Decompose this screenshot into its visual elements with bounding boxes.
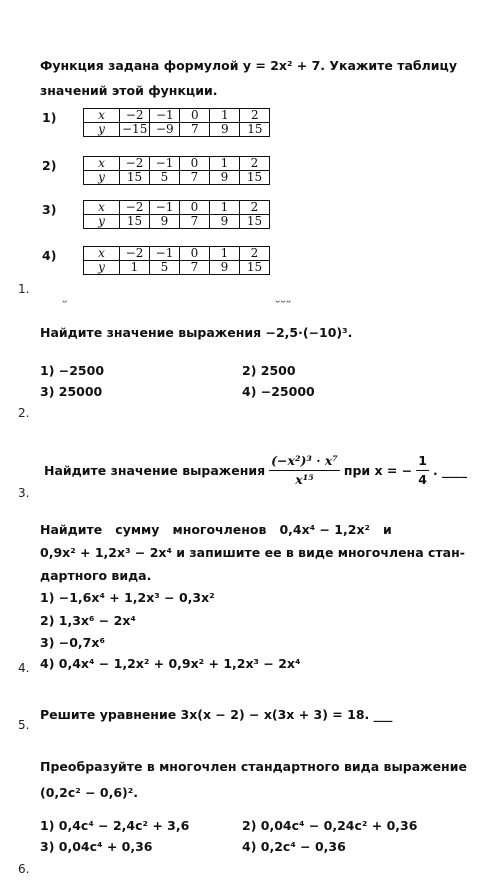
table-cell: 1 <box>210 109 240 123</box>
table-row <box>84 215 270 229</box>
table-header-cell: x <box>84 157 120 171</box>
task1-option-label: 4) <box>42 248 57 263</box>
task4-line1: Найдите сумму многочленов 0,4x⁴ − 1,2x² и <box>40 522 392 537</box>
cut-fragment-right: ᵕᵕᵕ <box>275 296 292 309</box>
table-cell: 2 <box>240 157 270 171</box>
table-row <box>84 201 270 215</box>
table-header-cell: x <box>84 201 120 215</box>
table-header-cell: y <box>84 171 120 185</box>
table-cell: 15 <box>240 171 270 185</box>
task4-line2: 0,9x² + 1,2x³ − 2x⁴ и запишите ее в виде многочлена стан- <box>40 545 465 560</box>
table-row <box>84 261 270 275</box>
table-cell: 2 <box>240 247 270 261</box>
table-cell: 0 <box>180 157 210 171</box>
task6-option-4: 4) 0,2c⁴ − 0,36 <box>242 839 346 854</box>
table-cell: 5 <box>150 171 180 185</box>
task4-option-3: 3) −0,7x⁶ <box>40 635 105 650</box>
table-header-cell: y <box>84 261 120 275</box>
table-cell: 15 <box>120 215 150 229</box>
task2-option-1: 1) −2500 <box>40 363 105 378</box>
task6-line2: (0,2c² − 0,6)². <box>40 785 138 800</box>
task6-option-2: 2) 0,04c⁴ − 0,24c² + 0,36 <box>242 818 418 833</box>
task6-option-1: 1) 0,4c⁴ − 2,4c² + 3,6 <box>40 818 190 833</box>
table-cell: 9 <box>210 261 240 275</box>
task5-question: Решите уравнение 3x(x − 2) − x(3x + 3) = 18. ___ <box>40 707 393 722</box>
table-cell: 7 <box>180 261 210 275</box>
table-cell: 5 <box>150 261 180 275</box>
task2-option-4: 4) −25000 <box>242 384 315 399</box>
table-cell: 9 <box>150 215 180 229</box>
table-row <box>84 247 270 261</box>
table-cell: 9 <box>210 215 240 229</box>
task3-cond-fraction <box>416 452 429 489</box>
task4-number: 4. <box>18 661 30 675</box>
table-cell: 9 <box>210 123 240 137</box>
task4-option-1: 1) −1,6x⁴ + 1,2x³ − 0,3x² <box>40 590 215 605</box>
task1-number: 1. <box>18 282 30 296</box>
task3-tail: . ____ <box>432 462 468 478</box>
table-cell: 0 <box>180 109 210 123</box>
table-cell: −1 <box>150 109 180 123</box>
task1-value-table <box>83 200 270 229</box>
task1-option-label: 2) <box>42 158 57 173</box>
task3-text: Найдите значение выражения <box>44 462 266 478</box>
table-cell: 0 <box>180 201 210 215</box>
task1-value-table <box>83 246 270 275</box>
table-header-cell: x <box>84 247 120 261</box>
table-cell: −15 <box>120 123 150 137</box>
table-cell: 15 <box>240 123 270 137</box>
task2-number: 2. <box>18 406 30 420</box>
table-header-cell: y <box>84 123 120 137</box>
table-row <box>84 157 270 171</box>
table-header-cell: x <box>84 109 120 123</box>
task3-condition: при x = − <box>343 462 413 478</box>
table-cell: −1 <box>150 201 180 215</box>
table-cell: 2 <box>240 109 270 123</box>
task6-option-3: 3) 0,04c⁴ + 0,36 <box>40 839 153 854</box>
task1-value-table <box>83 156 270 185</box>
task3-fraction <box>269 452 340 489</box>
task3-cond-den: 4 <box>418 472 427 487</box>
task6-number: 6. <box>18 862 30 876</box>
task6-line1: Преобразуйте в многочлен стандартного вида выражение <box>40 759 467 774</box>
task1-intro-line1: Функция задана формулой y = 2x² + 7. Укажите таблицу <box>40 58 457 73</box>
table-row <box>84 171 270 185</box>
task1-intro-line2: значений этой функции. <box>40 83 218 98</box>
task3-numerator: (−x²)³ · x⁷ <box>269 452 340 471</box>
task2-question: Найдите значение выражения −2,5·(−10)³. <box>40 325 353 340</box>
task1-value-table <box>83 108 270 137</box>
task1-option-label: 3) <box>42 202 57 217</box>
task3-question <box>44 452 467 489</box>
task2-option-2: 2) 2500 <box>242 363 296 378</box>
table-row <box>84 123 270 137</box>
table-cell: 2 <box>240 201 270 215</box>
table-header-cell: y <box>84 215 120 229</box>
task5-number: 5. <box>18 718 30 732</box>
task4-option-2: 2) 1,3x⁶ − 2x⁴ <box>40 613 136 628</box>
task3-denominator: x¹⁵ <box>295 472 314 487</box>
table-cell: 15 <box>120 171 150 185</box>
task3-number: 3. <box>18 486 30 500</box>
table-cell: −1 <box>150 157 180 171</box>
table-cell: −2 <box>120 201 150 215</box>
table-cell: 1 <box>210 201 240 215</box>
table-cell: 15 <box>240 215 270 229</box>
task3-cond-num: 1 <box>416 452 429 471</box>
table-cell: 7 <box>180 123 210 137</box>
table-cell: 1 <box>210 247 240 261</box>
table-cell: 1 <box>210 157 240 171</box>
task1-option-label: 1) <box>42 110 57 125</box>
table-cell: 0 <box>180 247 210 261</box>
table-cell: −2 <box>120 109 150 123</box>
table-row <box>84 109 270 123</box>
table-cell: 1 <box>120 261 150 275</box>
cut-fragment-left: ᵕ <box>62 296 68 309</box>
table-cell: −1 <box>150 247 180 261</box>
table-cell: 7 <box>180 215 210 229</box>
table-cell: 15 <box>240 261 270 275</box>
table-cell: 7 <box>180 171 210 185</box>
table-cell: −2 <box>120 247 150 261</box>
task4-option-4: 4) 0,4x⁴ − 1,2x² + 0,9x² + 1,2x³ − 2x⁴ <box>40 656 301 671</box>
table-cell: −9 <box>150 123 180 137</box>
table-cell: 9 <box>210 171 240 185</box>
task2-option-3: 3) 25000 <box>40 384 103 399</box>
task4-line3: дартного вида. <box>40 568 152 583</box>
table-cell: −2 <box>120 157 150 171</box>
